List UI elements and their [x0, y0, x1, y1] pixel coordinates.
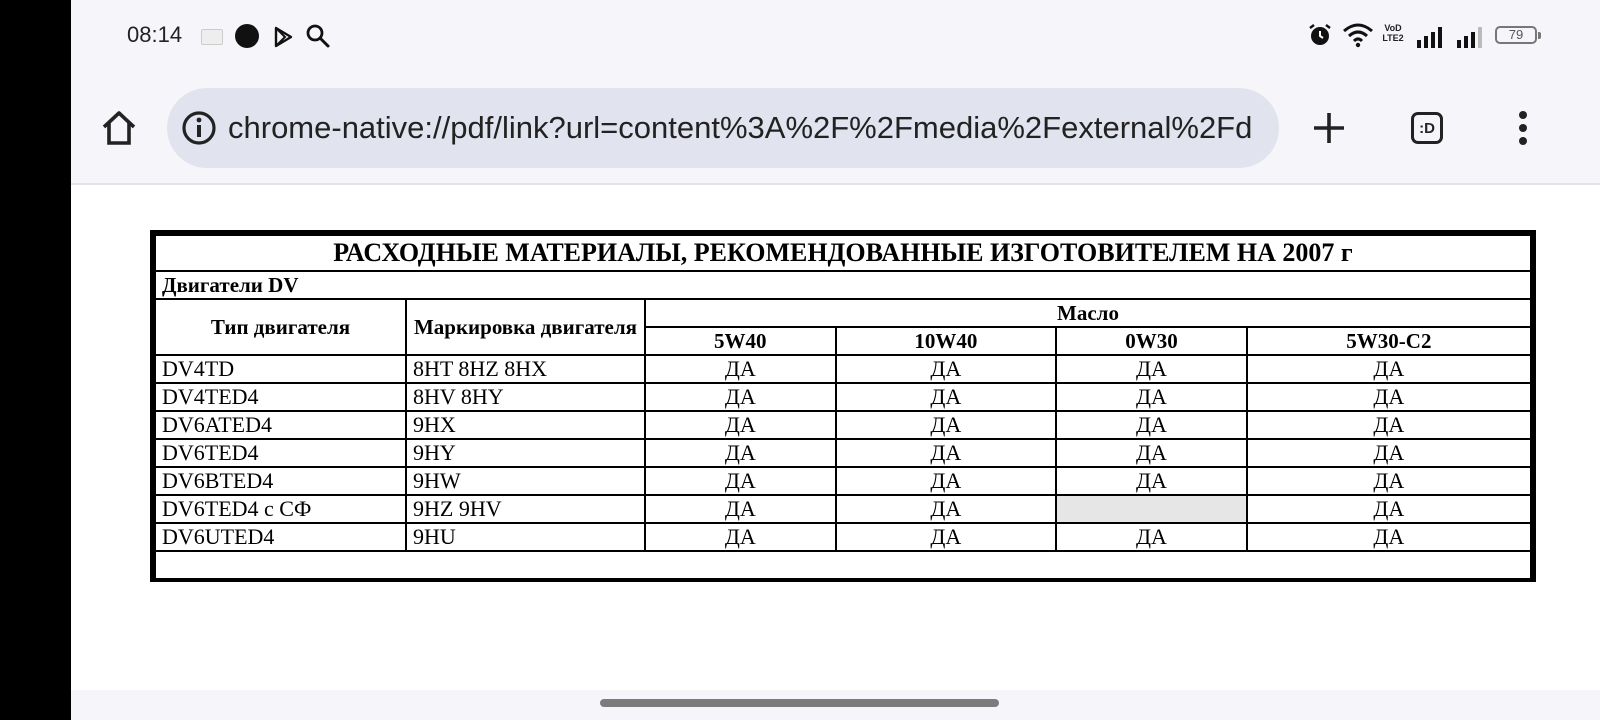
browser-toolbar	[71, 72, 1600, 182]
table-row	[155, 495, 1531, 523]
oil-value-cell: ДА	[1247, 383, 1531, 411]
oil-value-cell: ДА	[836, 355, 1057, 383]
oil-value-cell: ДА	[645, 467, 836, 495]
document-subtitle: Двигатели DV	[155, 271, 1531, 299]
home-icon	[99, 108, 139, 148]
new-tab-button[interactable]	[1305, 104, 1353, 152]
oil-value-cell: ДА	[1056, 411, 1247, 439]
table-row	[155, 439, 1531, 467]
gesture-handle[interactable]	[600, 699, 999, 707]
oil-value-cell: ДА	[1247, 355, 1531, 383]
engine-marking-cell: 9HZ 9HV	[406, 495, 645, 523]
engine-marking-cell: 9HY	[406, 439, 645, 467]
status-time: 08:14	[127, 22, 183, 47]
oil-value-cell: ДА	[1247, 439, 1531, 467]
document-title: РАСХОДНЫЕ МАТЕРИАЛЫ, РЕКОМЕНДОВАННЫЕ ИЗГОТОВИТЕЛЕМ НА 2007 г	[155, 235, 1531, 271]
oil-value-cell: ДА	[1056, 439, 1247, 467]
engine-type-cell: DV4TD	[155, 355, 406, 383]
oil-value-cell: ДА	[1056, 383, 1247, 411]
volte-indicator: VoD LTE2	[1382, 23, 1404, 43]
consumables-table	[154, 234, 1532, 580]
header-oil-grade: 10W40	[836, 327, 1057, 355]
tab-count-label: :D	[1419, 119, 1435, 137]
oil-value-cell: ДА	[645, 495, 836, 523]
battery-icon: 79	[1495, 26, 1537, 44]
engine-marking-cell: 9HU	[406, 523, 645, 551]
table-row	[155, 355, 1531, 383]
tab-count-icon	[1411, 112, 1443, 144]
engine-type-cell: DV6ATED4	[155, 411, 406, 439]
tab-switcher-button[interactable]	[1403, 104, 1451, 152]
engine-marking-cell: 8HT 8HZ 8HX	[406, 355, 645, 383]
signal-strength-2-icon	[1456, 24, 1484, 50]
url-text[interactable]: chrome-native://pdf/link?url=content%3A%2F%2Fmedia%2Fexternal%2Fd	[228, 110, 1253, 145]
signal-strength-1-icon	[1416, 24, 1444, 50]
oil-value-cell: ДА	[1056, 467, 1247, 495]
oil-value-cell: ДА	[1247, 523, 1531, 551]
oil-value-cell: ДА	[1247, 411, 1531, 439]
search-notification-icon	[305, 23, 331, 49]
oil-value-cell: ДА	[645, 439, 836, 467]
header-oil-grade: 0W30	[1056, 327, 1247, 355]
wifi-icon	[1342, 22, 1374, 48]
oil-value-cell: ДА	[836, 495, 1057, 523]
oil-value-cell: ДА	[1056, 355, 1247, 383]
engine-type-cell: DV6TED4 с СФ	[155, 495, 406, 523]
table-row	[155, 383, 1531, 411]
navigation-gesture-area	[71, 690, 1600, 720]
alarm-icon	[1307, 22, 1333, 48]
engine-marking-cell: 9HW	[406, 467, 645, 495]
engine-marking-cell: 8HV 8HY	[406, 383, 645, 411]
oil-value-cell: ДА	[645, 355, 836, 383]
engine-marking-cell: 9HX	[406, 411, 645, 439]
oil-value-cell: ДА	[836, 523, 1057, 551]
oil-value-cell: ДА	[645, 523, 836, 551]
oil-value-cell: ДА	[1247, 495, 1531, 523]
header-oil: Масло	[645, 299, 1531, 327]
table-row	[155, 411, 1531, 439]
more-menu-button[interactable]	[1499, 104, 1547, 152]
document-table-frame	[150, 230, 1536, 582]
table-footer-row	[155, 551, 1531, 579]
engine-type-cell: DV6UTED4	[155, 523, 406, 551]
oil-value-cell: ДА	[1247, 467, 1531, 495]
status-bar	[71, 0, 1600, 72]
table-footer-cell	[155, 551, 1531, 579]
notification-dot-icon	[235, 24, 259, 48]
oil-value-cell: ДА	[645, 411, 836, 439]
oil-value-cell: ДА	[645, 383, 836, 411]
header-oil-grade: 5W30-C2	[1247, 327, 1531, 355]
plus-icon	[1311, 110, 1347, 146]
engine-type-cell: DV6BTED4	[155, 467, 406, 495]
oil-value-cell: ДА	[836, 467, 1057, 495]
more-vert-icon	[1517, 110, 1529, 146]
home-button[interactable]	[95, 104, 143, 152]
engine-type-cell: DV6TED4	[155, 439, 406, 467]
header-engine-marking: Маркировка двигателя	[406, 299, 645, 355]
engine-type-cell: DV4TED4	[155, 383, 406, 411]
oil-value-cell: ДА	[1056, 523, 1247, 551]
pdf-viewer[interactable]	[71, 185, 1600, 690]
header-engine-type: Тип двигателя	[155, 299, 406, 355]
notification-thumbnail-icon	[201, 29, 223, 45]
header-oil-grade: 5W40	[645, 327, 836, 355]
site-info-icon[interactable]	[181, 110, 217, 146]
oil-value-cell: ДА	[836, 411, 1057, 439]
phone-screen	[71, 0, 1600, 720]
oil-value-cell: ДА	[836, 439, 1057, 467]
address-bar[interactable]	[167, 88, 1279, 168]
play-store-icon	[271, 24, 295, 50]
oil-value-cell: ДА	[836, 383, 1057, 411]
table-row	[155, 523, 1531, 551]
table-row	[155, 467, 1531, 495]
oil-value-cell-empty	[1056, 495, 1247, 523]
